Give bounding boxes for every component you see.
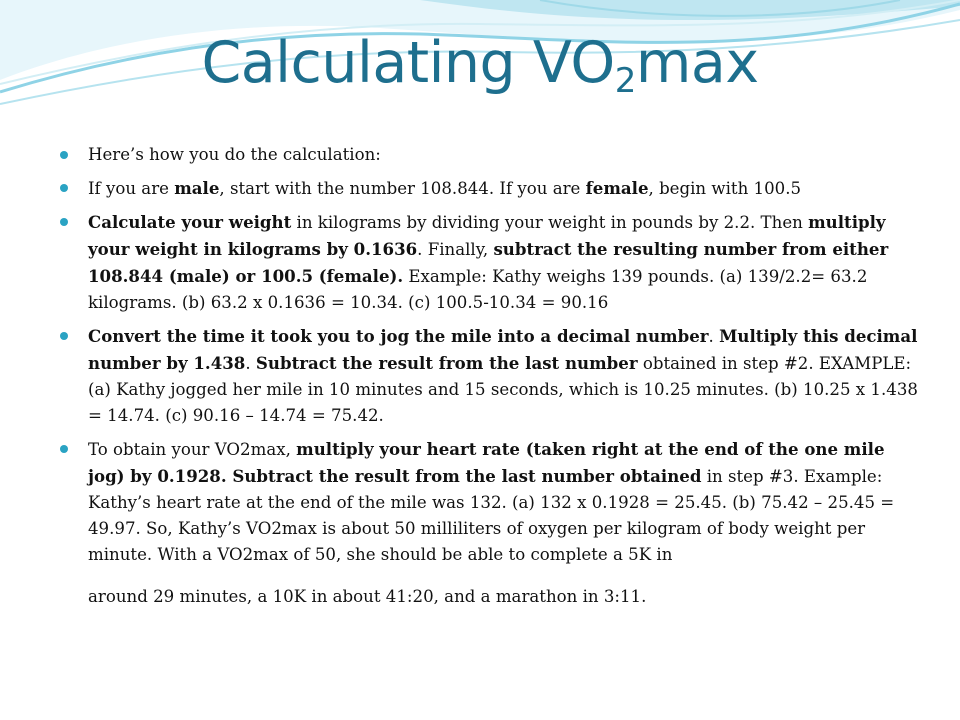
bullet-item	[60, 436, 920, 610]
title-text: Calculating VO	[201, 30, 615, 96]
body-text: .	[245, 354, 256, 373]
bullet-dot-icon	[60, 184, 68, 192]
slide-title	[0, 30, 960, 101]
bullet-item	[60, 142, 920, 168]
body-text: , start with the number 108.844. If you are	[219, 179, 586, 198]
body-text: If you are	[88, 179, 175, 198]
bold-text: Subtract the result from the last number	[255, 353, 638, 373]
bullet-list	[60, 142, 920, 617]
title-suffix: max	[635, 30, 759, 96]
body-text: obtained in step #2. EXAMPLE: (a) Kathy jogged her mile in 10 minutes and 15 seconds, which is 10.25 minutes. (b) 10.25 x 1.438 = 14.74. (c) 90.16 – 14.74 = 75.42.	[88, 354, 918, 425]
bullet-dot-icon	[60, 332, 68, 340]
bold-text: subtract the resulting number from either 108.844 (male) or 100.5 (female).	[88, 239, 889, 286]
body-text: Here’s how you do the calculation:	[88, 145, 381, 164]
bullet-item	[60, 175, 920, 202]
bullet-dot-icon	[60, 151, 68, 159]
bold-text: multiply your heart rate (taken right at the end of the one mile jog) by 0.1928. Subtract the result from the last number obtained	[88, 439, 885, 486]
bold-text: Convert the time it took you to jog the mile into a decimal number	[88, 326, 709, 346]
bold-text: Calculate your weight	[88, 212, 292, 232]
body-text: Example: Kathy weighs 139 pounds. (a) 139/2.2= 63.2 kilograms. (b) 63.2 x 0.1636 = 10.34. (c) 100.5-10.34 = 90.16	[88, 267, 868, 312]
bullet-item	[60, 209, 920, 316]
bullet-dot-icon	[60, 445, 68, 453]
bullet-dot-icon	[60, 218, 68, 226]
bold-text: Multiply this decimal number by 1.438	[88, 326, 918, 373]
body-text: in step #3. Example: Kathy’s heart rate at the end of the mile was 132. (a) 132 x 0.1928 = 25.45. (b) 75.42 – 25.45 = 49.97. So, Kathy’s VO2max is about 50 milliliters of oxygen per kilogram of body weight per minute. With a VO2max of 50, she should be able to complete a 5K in	[88, 467, 895, 564]
bold-text: female	[585, 178, 649, 198]
body-text: To obtain your VO2max,	[88, 440, 297, 459]
bullet-item	[60, 323, 920, 429]
title-subscript: 2	[614, 61, 636, 101]
body-text: , begin with 100.5	[648, 179, 802, 198]
body-text: in kilograms by dividing your weight in pounds by 2.2. Then	[291, 213, 809, 232]
body-text: around 29 minutes, a 10K in about 41:20, and a marathon in 3:11.	[88, 587, 647, 606]
body-text: .	[708, 327, 720, 346]
bold-text: multiply your weight in kilograms by 0.1636	[88, 212, 886, 259]
bold-text: male	[174, 178, 220, 198]
body-text: . Finally,	[417, 240, 494, 259]
